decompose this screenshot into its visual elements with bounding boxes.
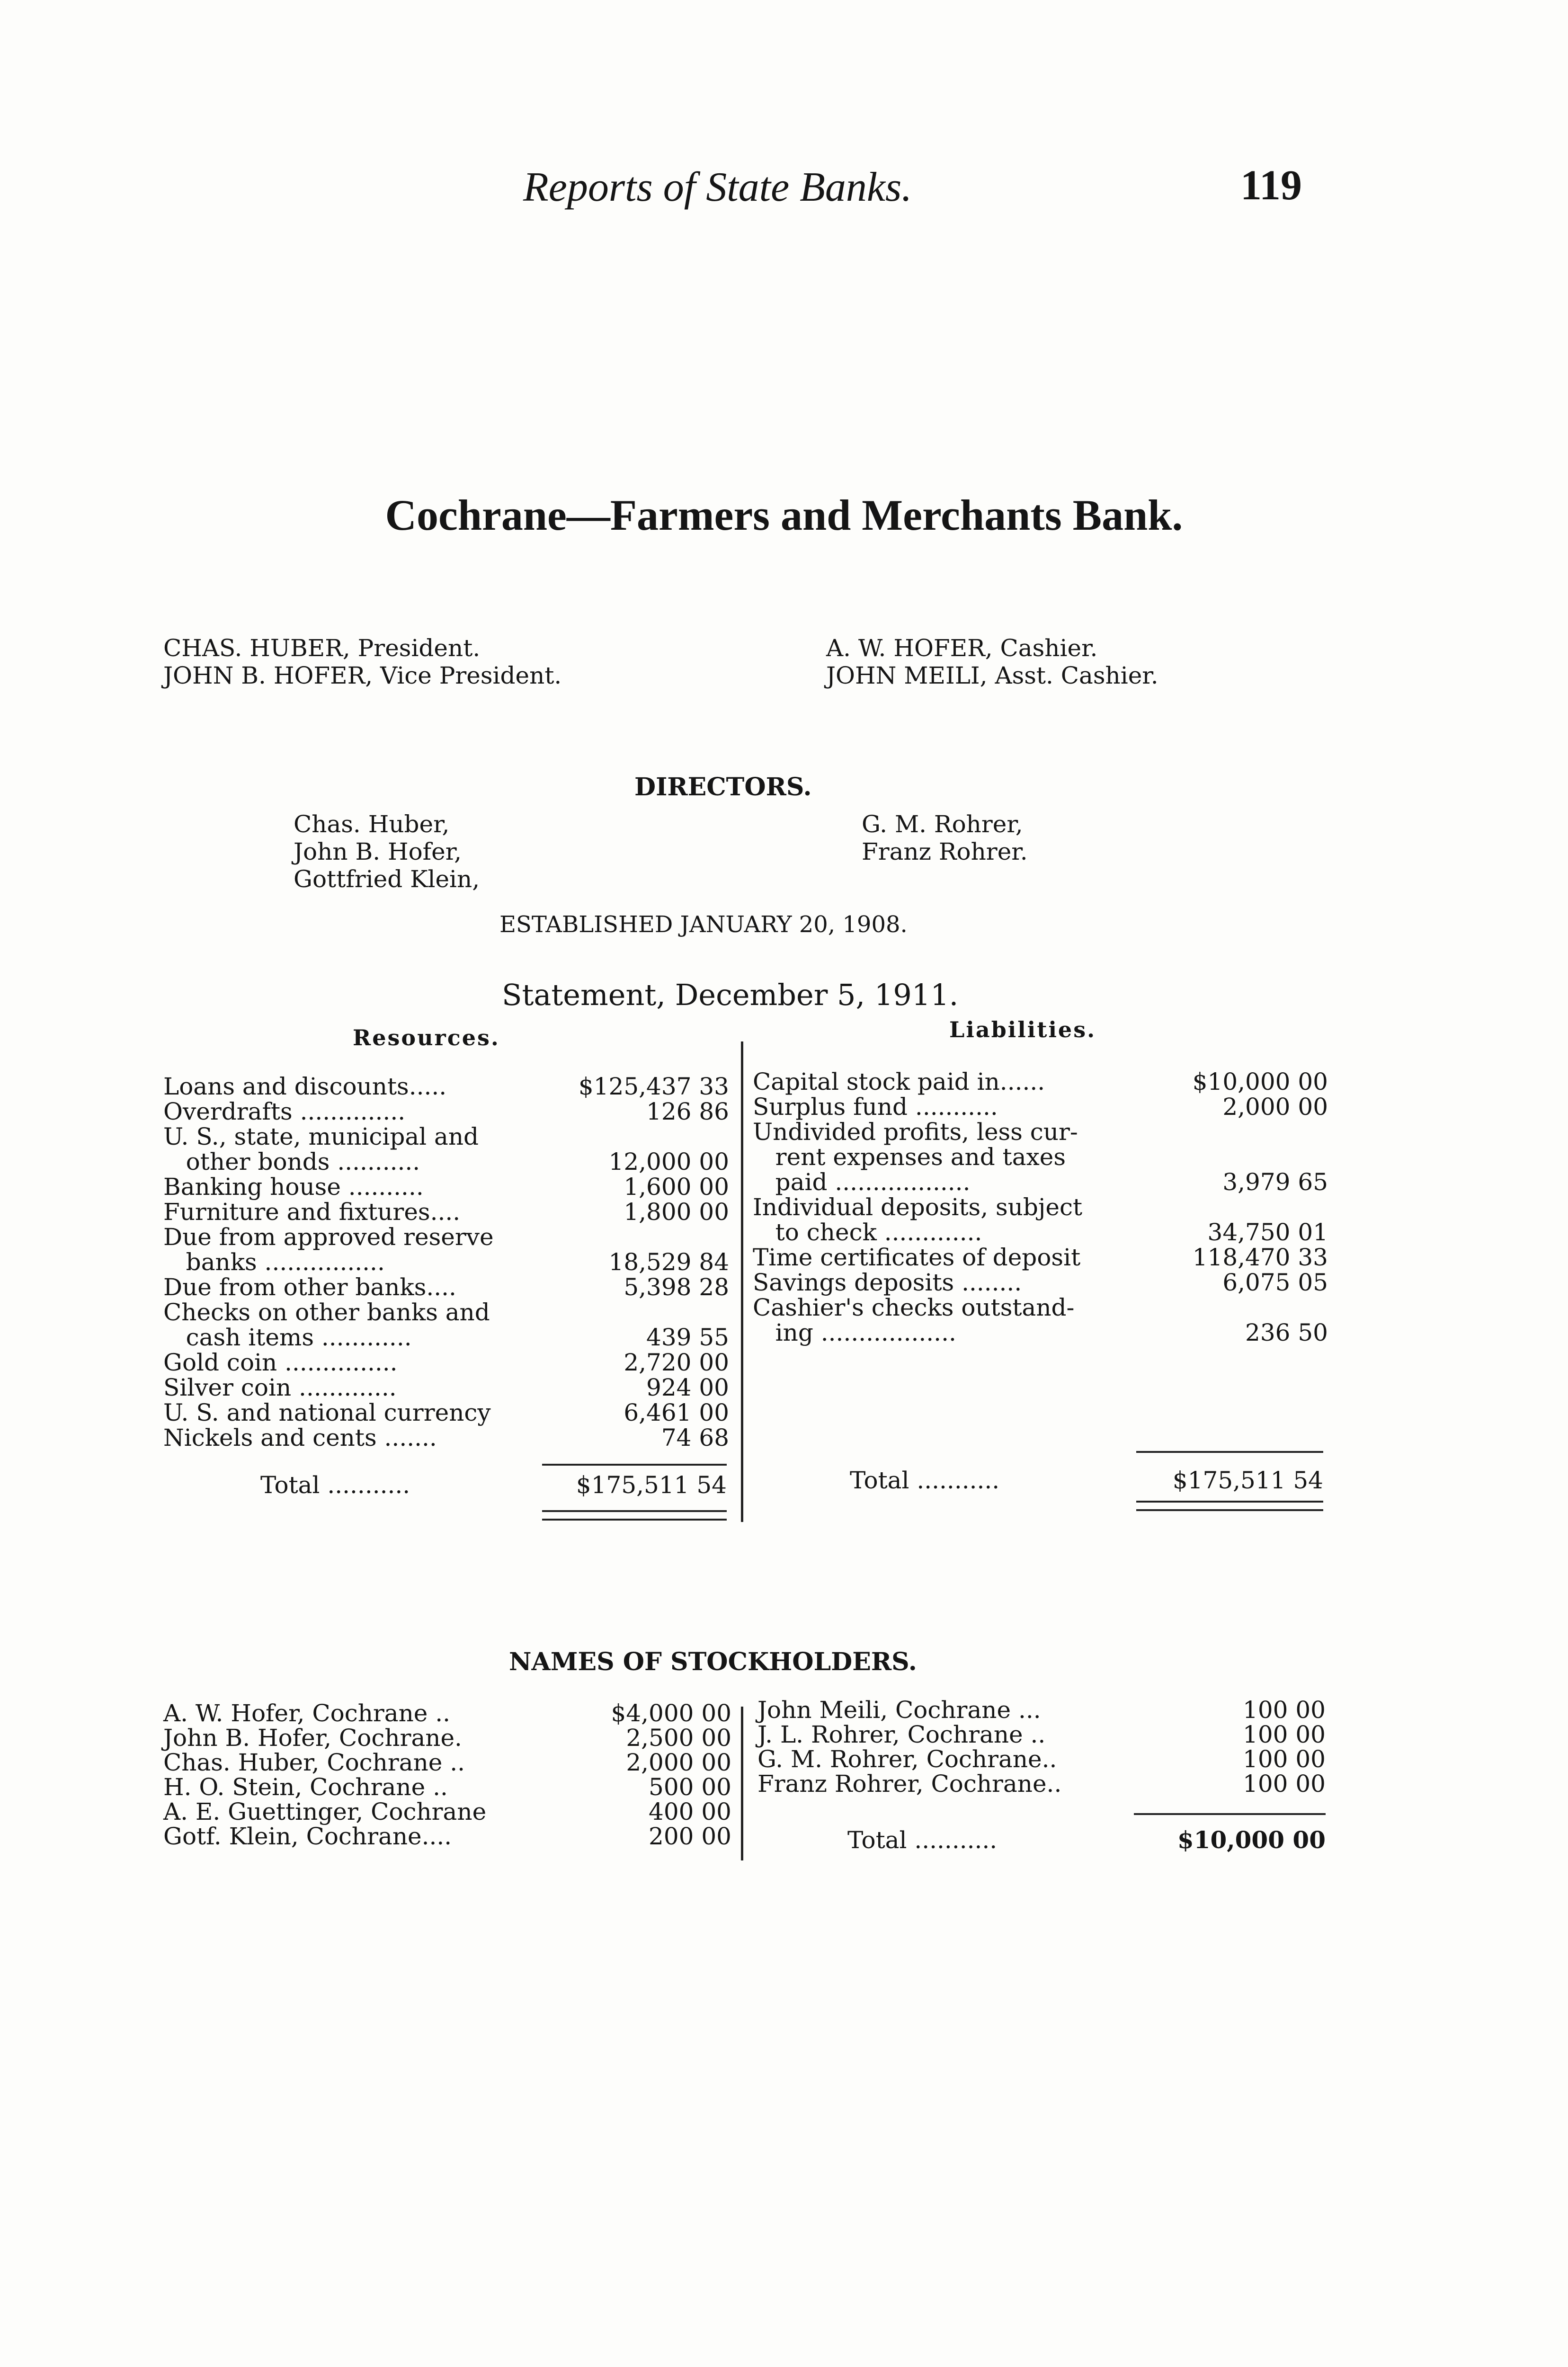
resource-amount: 439 55	[646, 1324, 729, 1351]
resource-label: Overdrafts ..............	[163, 1098, 406, 1125]
stockholder-amount: 100 00	[1243, 1721, 1326, 1748]
stockholders-total-label: Total ...........	[847, 1826, 998, 1854]
bank-title: Cochrane—Farmers and Merchants Bank.	[385, 491, 1183, 539]
stockholders-divider	[741, 1707, 743, 1860]
ledger-row	[163, 1174, 729, 1199]
ledger-row	[753, 1169, 1328, 1194]
stockholder-amount: 400 00	[649, 1798, 731, 1825]
statement-divider	[741, 1041, 743, 1522]
ledger-row	[163, 1375, 729, 1400]
director-name: G. M. Rohrer,	[862, 810, 1023, 838]
liability-label: rent expenses and taxes	[753, 1143, 1066, 1171]
resource-amount: 12,000 00	[608, 1148, 729, 1175]
established-line: ESTABLISHED JANUARY 20, 1908.	[499, 911, 908, 938]
resource-amount: 18,529 84	[608, 1248, 729, 1276]
liability-label: ing ..................	[753, 1319, 956, 1346]
page-number: 119	[1240, 162, 1302, 209]
stockholder-name: John Meili, Cochrane ...	[757, 1696, 1041, 1724]
resource-label: U. S., state, municipal and	[163, 1123, 479, 1150]
ledger-row	[753, 1069, 1328, 1094]
resource-label: Gold coin ...............	[163, 1349, 398, 1376]
resource-label: Checks on other banks and	[163, 1299, 490, 1326]
running-head: Reports of State Banks.	[523, 164, 912, 210]
ledger-row	[163, 1700, 731, 1725]
resource-amount: 2,720 00	[624, 1349, 729, 1376]
stockholders-total-rule	[1134, 1813, 1326, 1815]
resource-label: Due from approved reserve	[163, 1223, 494, 1251]
resource-label: Banking house ..........	[163, 1173, 424, 1201]
ledger-row	[163, 1149, 729, 1174]
stockholder-name: A. W. Hofer, Cochrane ..	[163, 1700, 451, 1727]
officer-asst-cashier: JOHN MEILI, Asst. Cashier.	[826, 662, 1158, 689]
director-name: Gottfried Klein,	[294, 865, 480, 893]
ledger-row	[163, 1325, 729, 1350]
stockholder-amount: 200 00	[649, 1823, 731, 1850]
director-name: Franz Rohrer.	[862, 838, 1028, 865]
liability-amount: 6,075 05	[1222, 1269, 1328, 1296]
stockholder-name: H. O. Stein, Cochrane ..	[163, 1773, 448, 1801]
ledger-row	[753, 1144, 1328, 1169]
ledger-row	[163, 1099, 729, 1124]
liability-label: Capital stock paid in......	[753, 1068, 1045, 1095]
ledger-row	[163, 1750, 731, 1774]
liabilities-total-label: Total ...........	[850, 1467, 1000, 1494]
resource-label: banks ................	[163, 1248, 385, 1276]
stockholder-amount: 100 00	[1243, 1696, 1326, 1724]
liability-amount: 2,000 00	[1222, 1093, 1328, 1121]
ledger-row	[163, 1725, 731, 1750]
ledger-row	[757, 1771, 1326, 1796]
statement-title: Statement, December 5, 1911.	[502, 978, 959, 1012]
liability-amount: 3,979 65	[1222, 1168, 1328, 1196]
ledger-row	[163, 1299, 729, 1325]
ledger-row	[163, 1199, 729, 1224]
resources-total-amount: $175,511 54	[576, 1471, 727, 1499]
liability-label: Cashier's checks outstand-	[753, 1294, 1075, 1321]
officers-left	[163, 634, 561, 689]
stockholder-name: A. E. Guettinger, Cochrane	[163, 1798, 487, 1825]
resource-label: cash items ............	[163, 1324, 412, 1351]
liability-amount: $10,000 00	[1192, 1068, 1328, 1095]
director-name: John B. Hofer,	[294, 838, 462, 865]
resource-label: Silver coin .............	[163, 1374, 397, 1401]
resources-total-row	[260, 1472, 727, 1501]
ledger-row	[753, 1320, 1328, 1345]
resources-double-rule	[542, 1510, 727, 1521]
directors-right	[862, 810, 1028, 865]
resource-amount: $125,437 33	[578, 1073, 729, 1100]
ledger-row	[757, 1746, 1326, 1771]
resource-label: Furniture and fixtures....	[163, 1198, 461, 1226]
ledger-row	[163, 1799, 731, 1824]
stockholders-total-row	[847, 1827, 1326, 1856]
liabilities-total-row	[850, 1468, 1323, 1496]
directors-heading: DIRECTORS.	[634, 773, 812, 801]
resource-amount: 6,461 00	[624, 1399, 729, 1426]
stockholder-amount: 100 00	[1243, 1770, 1326, 1797]
ledger-row	[163, 1350, 729, 1375]
liabilities-double-rule	[1136, 1501, 1323, 1511]
stockholders-total-amount: $10,000 00	[1177, 1826, 1326, 1854]
resource-amount: 74 68	[661, 1424, 729, 1451]
ledger-row	[753, 1194, 1328, 1219]
resource-label: Loans and discounts.....	[163, 1073, 447, 1100]
resource-amount: 1,800 00	[624, 1198, 729, 1226]
ledger-row	[163, 1824, 731, 1848]
ledger-row	[753, 1094, 1328, 1119]
ledger-row	[163, 1400, 729, 1425]
stockholder-name: G. M. Rohrer, Cochrane..	[757, 1745, 1057, 1773]
ledger-row	[753, 1245, 1328, 1270]
officer-cashier: A. W. HOFER, Cashier.	[826, 634, 1098, 662]
ledger-row	[753, 1119, 1328, 1144]
stockholder-name: Chas. Huber, Cochrane ..	[163, 1749, 465, 1776]
resource-label: U. S. and national currency	[163, 1399, 491, 1426]
stockholder-amount: 100 00	[1243, 1745, 1326, 1773]
officer-president: CHAS. HUBER, President.	[163, 634, 481, 662]
ledger-row	[163, 1774, 731, 1799]
resources-heading: Resources.	[353, 1025, 500, 1050]
ledger-row	[163, 1425, 729, 1450]
stockholder-amount: 2,500 00	[626, 1724, 731, 1752]
liability-label: Savings deposits ........	[753, 1269, 1022, 1296]
officers-right	[826, 634, 1158, 689]
resources-total-rule	[542, 1464, 727, 1466]
liability-amount: 34,750 01	[1207, 1219, 1328, 1246]
ledger-row	[163, 1249, 729, 1274]
resource-amount: 924 00	[646, 1374, 729, 1401]
ledger-row	[757, 1697, 1326, 1722]
liabilities-total-rule	[1136, 1451, 1323, 1453]
liability-label: Time certificates of deposit	[753, 1244, 1081, 1271]
liability-label: to check .............	[753, 1219, 982, 1246]
officer-vice-president: JOHN B. HOFER, Vice President.	[163, 662, 562, 689]
resource-label: Due from other banks....	[163, 1273, 456, 1301]
directors-left	[294, 810, 480, 893]
ledger-row	[753, 1270, 1328, 1295]
liability-label: Individual deposits, subject	[753, 1193, 1083, 1221]
resource-label: Nickels and cents .......	[163, 1424, 437, 1451]
liability-label: paid ..................	[753, 1168, 971, 1196]
ledger-row	[163, 1074, 729, 1099]
liability-amount: 118,470 33	[1192, 1244, 1328, 1271]
stockholder-name: J. L. Rohrer, Cochrane ..	[757, 1721, 1046, 1748]
resource-amount: 1,600 00	[624, 1173, 729, 1201]
liabilities-total-amount: $175,511 54	[1172, 1467, 1323, 1494]
director-name: Chas. Huber,	[294, 810, 450, 838]
stockholder-amount: 2,000 00	[626, 1749, 731, 1776]
resource-amount: 5,398 28	[624, 1273, 729, 1301]
ledger-row	[753, 1219, 1328, 1245]
stockholder-name: John B. Hofer, Cochrane.	[163, 1724, 462, 1752]
stockholder-name: Gotf. Klein, Cochrane....	[163, 1823, 452, 1850]
resources-total-label: Total ...........	[260, 1471, 410, 1499]
ledger-row	[163, 1224, 729, 1249]
ledger-row	[757, 1722, 1326, 1746]
liability-label: Surplus fund ...........	[753, 1093, 998, 1121]
liability-amount: 236 50	[1245, 1319, 1328, 1346]
ledger-row	[163, 1124, 729, 1149]
stockholder-amount: 500 00	[649, 1773, 731, 1801]
liabilities-heading: Liabilities.	[949, 1017, 1096, 1042]
resource-label: other bonds ...........	[163, 1148, 420, 1175]
resource-amount: 126 86	[646, 1098, 729, 1125]
ledger-row	[753, 1295, 1328, 1320]
liability-label: Undivided profits, less cur-	[753, 1118, 1078, 1146]
ledger-row	[163, 1274, 729, 1299]
stockholder-amount: $4,000 00	[611, 1700, 731, 1727]
stockholder-name: Franz Rohrer, Cochrane..	[757, 1770, 1062, 1797]
stockholders-heading: NAMES OF STOCKHOLDERS.	[509, 1647, 917, 1676]
